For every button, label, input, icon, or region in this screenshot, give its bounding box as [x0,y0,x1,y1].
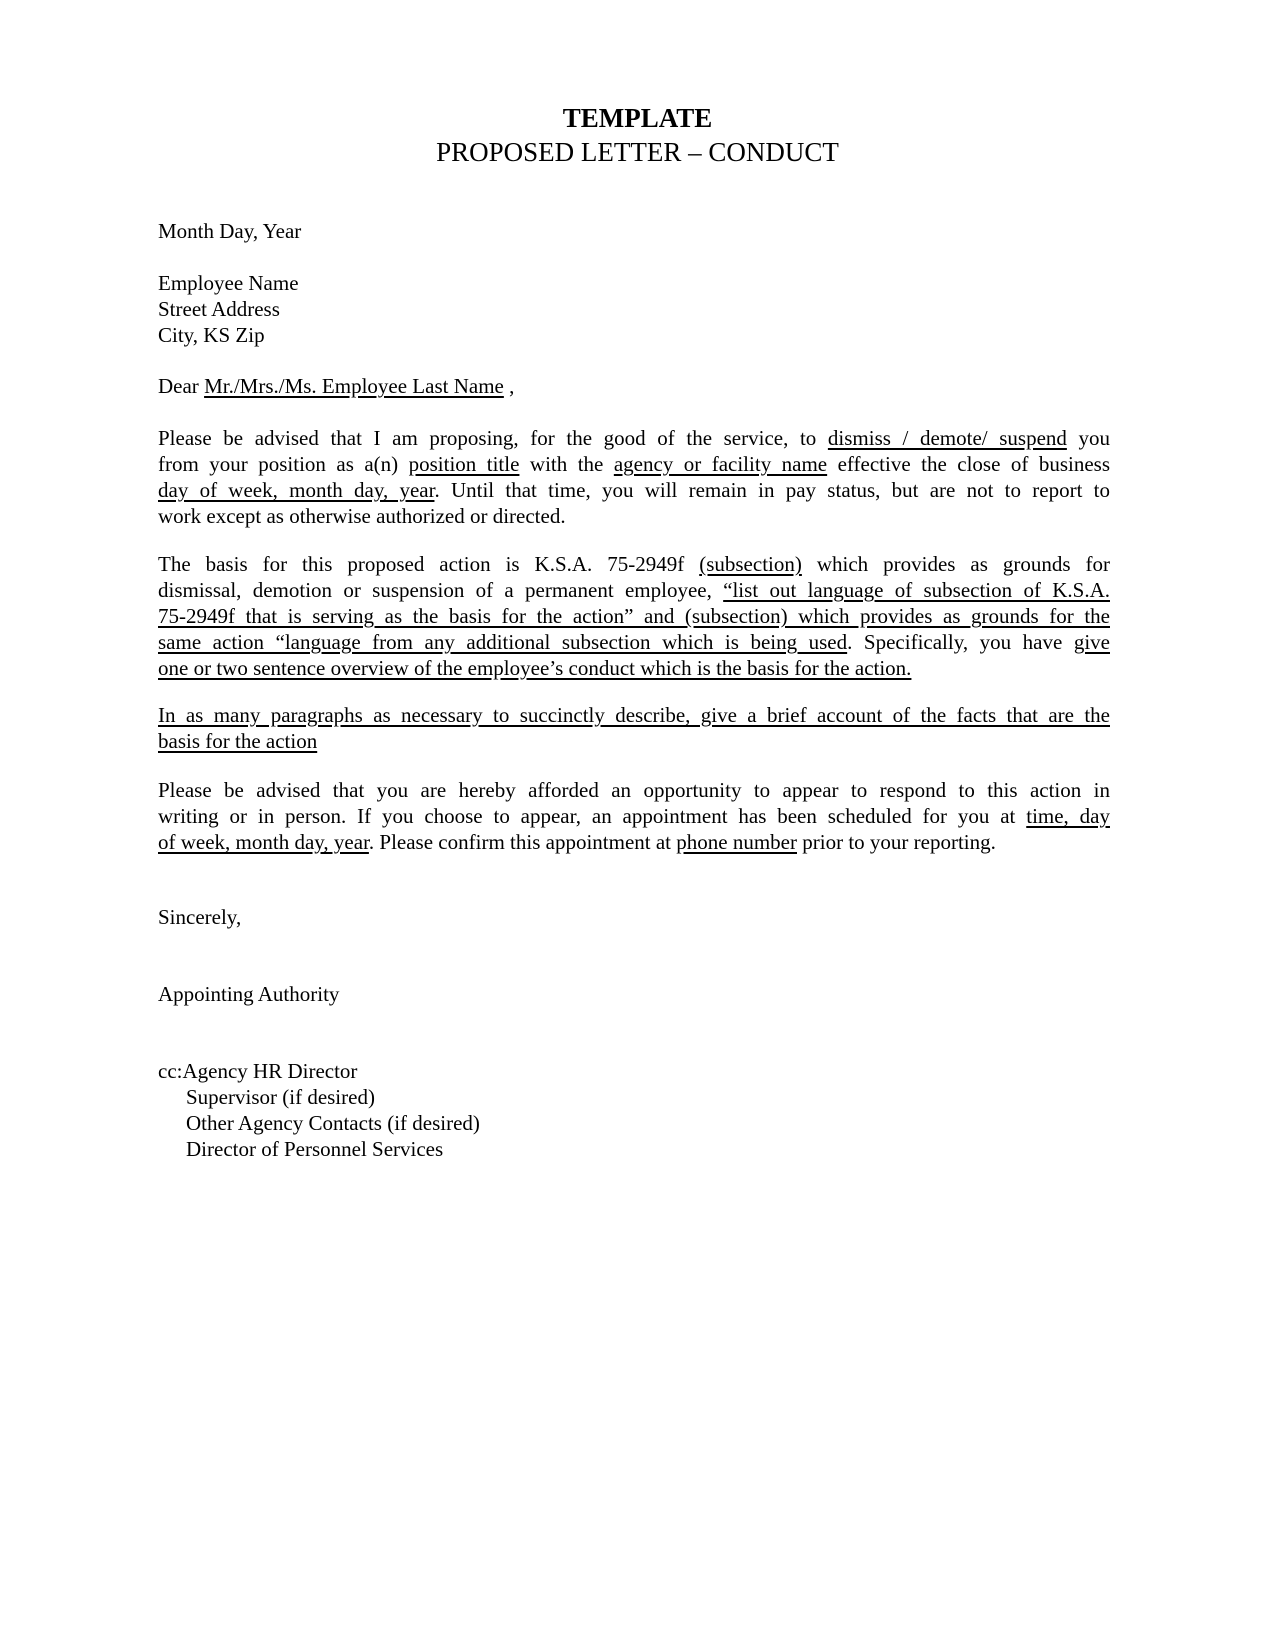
p1-text: work except as otherwise authorized or directed. [158,504,566,528]
letter-title: PROPOSED LETTER – CONDUCT [436,137,839,167]
p2-overview-placeholder: give [1073,630,1110,654]
p4-text: writing or in person. If you choose to appear, an appointment has been scheduled for you at [158,804,1027,828]
p1-position-placeholder: position title [408,452,520,476]
p2-text: The basis for this proposed action is K.S.A. 75-2949f [158,552,700,576]
p4-phone-placeholder: phone number [676,830,797,854]
p2-overview-placeholder: one or two sentence overview of the employee’s conduct which is the basis for the action. [158,656,912,680]
p2-language-placeholder: 75-2949f that is serving as the basis for the action” and (subsection) which provides as grounds for the [158,604,1110,628]
p4-time-placeholder: of week, month day, year [158,830,369,854]
template-heading: TEMPLATE [562,103,713,133]
p1-agency-placeholder: agency or facility name [613,452,828,476]
p1-text: . Until that time, you will remain in pay status, but are not to report to [434,478,1110,502]
p2-text: dismissal, demotion or suspension of a permanent employee, [158,578,724,602]
p3-facts-placeholder: In as many paragraphs as necessary to succinctly describe, give a brief account of the facts that are the [158,703,1110,727]
p2-text: which provides as grounds for [801,552,1110,576]
cc-item: Director of Personnel Services [186,1137,444,1161]
salutation-prefix: Dear [158,374,205,398]
salutation [158,373,1110,399]
paragraph-basis [158,551,1110,681]
recipient-street: Street Address [158,297,280,321]
p2-subsection-placeholder: (subsection) [699,552,802,576]
cc-list [158,1058,1110,1162]
p4-text: Please be advised that you are hereby afforded an opportunity to appear to respond to this action in [158,778,1110,802]
cc-item: Agency HR Director [182,1059,358,1083]
p1-date-placeholder: day of week, month day, year [158,478,435,502]
closing: Sincerely, [158,905,242,929]
recipient-name: Employee Name [158,271,299,295]
p4-text: prior to your reporting. [797,830,996,854]
salutation-name: Mr./Mrs./Ms. Employee Last Name [204,374,504,398]
p1-text: from your position as a(n) [158,452,409,476]
p1-text: Please be advised that I am proposing, for the good of the service, to [158,426,828,450]
p2-language-placeholder: “list out language of subsection of K.S.A. [723,578,1110,602]
paragraph-appointment [158,777,1110,855]
recipient-address [158,270,1110,348]
signature: Appointing Authority [158,982,340,1006]
p4-time-placeholder: time, day [1026,804,1110,828]
recipient-city: City, KS Zip [158,323,265,347]
letter-date: Month Day, Year [158,219,302,243]
p4-text: . Please confirm this appointment at [368,830,677,854]
paragraph-facts [158,702,1110,754]
paragraph-proposal [158,425,1110,529]
p1-action-placeholder: dismiss / demote/ suspend [827,426,1067,450]
p3-facts-placeholder: basis for the action [158,729,318,753]
p1-text: effective the close of business [827,452,1110,476]
p1-text: you [1066,426,1111,450]
p1-text: with the [519,452,614,476]
p2-text: . Specifically, you have [847,630,1074,654]
cc-item: Supervisor (if desired) [186,1085,375,1109]
p2-language-placeholder: same action “language from any additional subsection which is being used [158,630,848,654]
cc-label: cc: [158,1059,183,1083]
salutation-suffix: , [503,374,515,398]
cc-item: Other Agency Contacts (if desired) [186,1111,480,1135]
